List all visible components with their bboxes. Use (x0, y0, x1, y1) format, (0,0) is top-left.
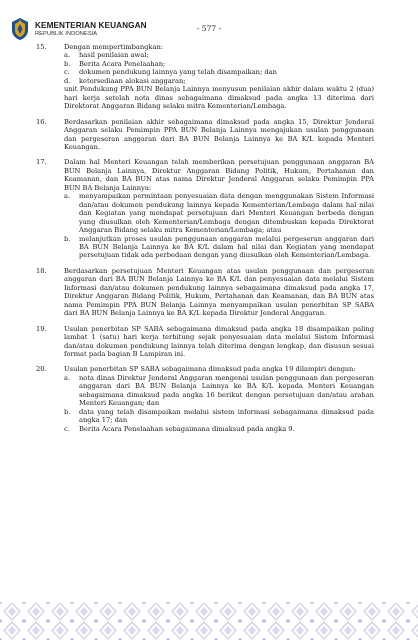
item-text: Dengan mempertimbangkan: (64, 43, 164, 51)
page-number: - 577 - (196, 24, 222, 33)
numbered-item (36, 365, 374, 433)
sub-item-text: Berita Acara Penelaahan; (79, 59, 166, 68)
item-number: 19. (36, 324, 47, 333)
sub-item (64, 51, 374, 59)
sub-item-text: hasil penilaian awal; (79, 51, 149, 60)
item-number: 18. (36, 266, 47, 275)
numbered-item (36, 325, 374, 359)
item-text: Berdasarkan persetujuan Menteri Keuangan atas usulan penggunaan dan pergeseran anggaran dari BA BUN Belanja Lainnya ke BA K/L dan penyesuaian data melalui Sistem Informasi dan/atau dokumen pendukung lainnya sebagaimana dimaksud pada angka 17, Direktur Anggaran Bidang Politik, Hukum, Pertahanan dan Keamanan, dan BA BUN atas nama Pemimpin PPA BUN Belanja Lainnya menyampaikan usulan penerbitan SP SABA dari BA BUN Belanja Lainnya ke BA K/L kepada Direktur Jenderal Anggaran. (64, 266, 374, 318)
sub-item (64, 77, 374, 85)
sub-item-text: dokumen pendukung lainnya yang telah disampaikan; dan (79, 68, 277, 77)
document-body (36, 43, 374, 440)
sub-item (64, 408, 374, 425)
item-text: Usulan penerbitan SP SABA sebagaimana dimaksud pada angka 19 dilampiri dengan: (64, 365, 356, 374)
item-text: Usulan penerbitan SP SABA sebagaimana dimaksud pada angka 18 disampaikan paling lambat 1 (satu) hari kerja terhitung sejak penyesuaian data melalui Sistem Informasi dan/atau dokumen pendukung lainnya telah diterima dengan lengkap, dan disusun sesuai format pada bagian B Lampiran ini. (64, 324, 374, 358)
item-text: Dalam hal Menteri Keuangan telah memberikan persetujuan penggunaan anggaran BA BUN Belanja Lainnya, Direktur Anggaran Bidang Politik, Hukum, Pertahanan dan Keamanan, dan BA BUN atas nama Direktur Jenderal Anggaran selaku Pemimpin PPA BUN BA Belanja Lainnya: (64, 158, 374, 192)
batik-footer-ornament (0, 602, 418, 640)
sub-item-marker: d. (64, 76, 71, 85)
sub-item-marker: a. (64, 373, 71, 382)
sub-item-text: menyampaikan permintaan penyesuaian data dengan menggunakan Sistem Informasi dan/atau dokumen pendukung lainnya kepada Kementerian/Lembaga dalam hal nilai dan Kegiatan yang mendapat persetujuan dari Menteri Keuangan berbeda dengan yang diusulkan oleh Kementerian/Lembaga dengan ditembuskan kepada Direktorat Anggaran Bidang selaku mitra Kementerian/Lembaga; atau (79, 192, 374, 235)
item-number: 20. (36, 365, 47, 374)
sub-item-marker: b. (64, 234, 71, 243)
sub-item-text: nota dinas Direktur Jenderal Anggaran mengenai usulan penggunaan dan pergeseran anggaran dari BA BUN Belanja Lainnya ke BA K/L kepada Menteri Keuangan sebagaimana dimaksud pada angka 16 berikut dengan persetujuan dan/atau arahan Menteri Keuangan; dan (79, 373, 374, 408)
sub-item (64, 374, 374, 408)
sub-item-text: data yang telah disampaikan melalui sistem informasi sebagaimana dimaksud pada angka 17; dan (79, 407, 374, 425)
item-closing-text: unit Pendukung PPA BUN Belanja Lainnya menyusun penilaian akhir dalam waktu 2 (dua) hari kerja setelah nota dinas sebagaimana dimaksud pada angka 13 diterima dari Direktorat Anggaran Bidang selaku mitra Kementerian/Lembaga. (64, 85, 374, 111)
numbered-item (36, 267, 374, 318)
sub-item-marker: b. (64, 407, 71, 416)
item-number: 15. (36, 43, 47, 51)
numbered-item (36, 118, 374, 152)
sub-item-marker: b. (64, 59, 71, 68)
org-name: KEMENTERIAN KEUANGAN (35, 20, 147, 30)
numbered-item (36, 158, 374, 259)
sub-item-text: melanjutkan proses usulan penggunaan anggaran melalui pergeseran anggaran dari BA BUN Belanja Lainnya ke BA K/L dalam hal nilai dan Kegiatan yang mendapat persetujuan tidak ada perbedaan dengan yang diusulkan oleh Kementerian/Lembaga. (79, 234, 374, 260)
sub-item-marker: c. (64, 68, 70, 77)
sub-item-marker: c. (64, 424, 70, 433)
sub-item (64, 192, 374, 234)
sub-item-marker: a. (64, 51, 71, 60)
sub-item (64, 425, 374, 433)
item-number: 17. (36, 158, 47, 167)
sub-item-marker: a. (64, 192, 71, 201)
item-number: 16. (36, 117, 47, 126)
org-subtitle: REPUBLIK INDONESIA (35, 30, 98, 37)
sub-item (64, 235, 374, 260)
item-text: Berdasarkan penilaian akhir sebagaimana dimaksud pada angka 15, Direktur Jenderal Anggaran selaku Pemimpin PPA BUN Belanja Lainnya mengajukan usulan penggunaan dan pergeseran anggaran dari BA BUN Belanja Lainnya ke BA K/L kepada Menteri Keuangan. (64, 117, 374, 151)
sub-item (64, 60, 374, 68)
sub-item-text: ketersediaan alokasi anggaran; (79, 76, 186, 85)
sub-item (64, 68, 374, 76)
numbered-item (36, 43, 374, 111)
sub-item-text: Berita Acara Penelaahan sebagaimana dimaksud pada angka 9. (79, 424, 295, 433)
